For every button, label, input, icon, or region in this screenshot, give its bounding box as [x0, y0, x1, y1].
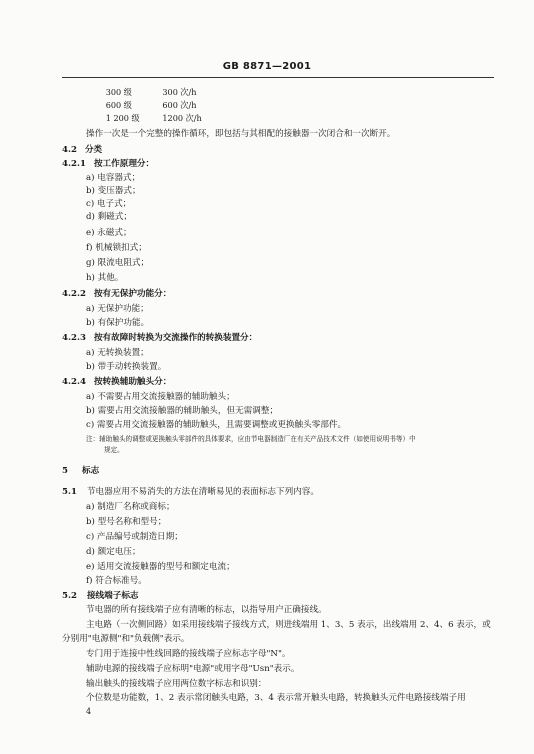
section-5-2	[62, 591, 139, 602]
section-number: 4.2.4	[62, 377, 86, 387]
paragraph-line: 主电路（一次侧回路）如采用接线端子接线方式，则进线端用 1、3、5 表示，出线端用 2、4、6 表示，或	[86, 620, 491, 630]
list-item: c) 电子式；	[86, 199, 132, 209]
list-item: b) 变压器式；	[86, 186, 141, 196]
list-item: a) 制造厂名称或商标；	[86, 502, 175, 512]
section-5-1	[62, 487, 319, 498]
list-item: a) 不需要占用交流接触器的辅助触头；	[86, 392, 235, 402]
page-number: 4	[86, 707, 92, 716]
section-number: 4.2	[62, 145, 77, 155]
paragraph-line: 专门用于连接中性线回路的接线端子应标志字母"N"。	[86, 649, 291, 659]
section-number: 5.2	[62, 591, 77, 601]
cycle-note: 操作一次是一个完整的操作循环，即包括与其相配的接触器一次闭合和一次断开。	[86, 129, 396, 139]
list-item: a) 无保护功能；	[86, 304, 149, 314]
list-item: a) 无转换装置；	[86, 348, 149, 358]
section-title: 按转换辅助触头分：	[93, 377, 172, 387]
list-item: c) 需要占用交流接触器的辅助触头，且需要调整或更换触头零部件。	[86, 420, 347, 430]
paragraph-line: 输出触头的接线端子应用两位数字标志和识别：	[86, 679, 267, 689]
section-title: 分类	[84, 145, 103, 155]
section-title: 标志	[81, 466, 100, 476]
paragraph-line: 分别用"电源侧"和"负载侧"表示。	[62, 634, 190, 644]
rate-value: 1200 次/h	[162, 114, 202, 124]
rate-value: 600 次/h	[162, 101, 197, 111]
paragraph-line: 辅助电源的接线端子应标明"电源"或用字母"Usn"表示。	[86, 664, 300, 674]
section-number: 4.2.1	[62, 159, 86, 169]
section-number: 5	[62, 466, 68, 476]
section-4-2-4	[62, 377, 171, 388]
list-item: b) 型号名称和型号；	[86, 517, 167, 527]
rate-grade: 1 200 级	[105, 114, 140, 124]
list-item: b) 有保护功能。	[86, 318, 150, 328]
standard-code-header: GB 8871—2001	[222, 61, 312, 72]
list-item: b) 带手动转换装置。	[86, 362, 167, 372]
section-4-2	[62, 145, 102, 156]
list-item: b) 需要占用交流接触器的辅助触头，但无需调整；	[86, 406, 279, 416]
section-title: 按有无保护功能分：	[93, 289, 172, 299]
section-number: 5.1	[62, 487, 77, 497]
section-title: 接线端子标志	[86, 591, 139, 601]
section-title: 按有故障时转换为交流操作的转换装置分：	[93, 333, 258, 343]
rate-value: 300 次/h	[162, 88, 197, 98]
section-5	[62, 466, 99, 477]
note-line: 注：辅助触头的调整或更换触头零部件的具体要求，应由节电器制造厂在有关产品技术文件（如使用说明书等）中	[86, 435, 416, 443]
list-item: d) 剩磁式；	[86, 212, 132, 222]
section-title: 按工作原理分：	[93, 159, 155, 169]
list-item: c) 产品编号或制造日期；	[86, 532, 183, 542]
section-number: 4.2.3	[62, 333, 86, 343]
list-item: h) 其他。	[86, 273, 124, 283]
note-line: 规定。	[104, 446, 124, 454]
section-4-2-3	[62, 333, 257, 344]
rate-grade: 600 级	[105, 101, 132, 111]
list-item: d) 额定电压；	[86, 547, 141, 557]
list-item: e) 永磁式；	[86, 228, 132, 238]
section-4-2-2	[62, 289, 171, 300]
header-rule	[62, 77, 494, 78]
list-item: f) 机械锁扣式；	[86, 243, 147, 253]
section-number: 4.2.2	[62, 289, 86, 299]
list-item: g) 限流电阻式；	[86, 258, 150, 268]
rate-grade: 300 级	[105, 88, 132, 98]
list-item: e) 适用交流接触器的型号和额定电流；	[86, 562, 235, 572]
list-item: f) 符合标准号。	[86, 576, 147, 586]
list-item: a) 电容器式；	[86, 173, 141, 183]
section-text: 节电器应用不易消失的方法在清晰易见的表面标志下列内容。	[86, 487, 319, 497]
paragraph-line: 个位数是功能数，1、2 表示常闭触头电路，3、4 表示常开触头电路，转换触头元件电路接线端子用	[86, 693, 466, 703]
section-4-2-1	[62, 159, 154, 170]
paragraph-line: 节电器的所有接线端子应有清晰的标志，以指导用户正确接线。	[86, 605, 327, 615]
